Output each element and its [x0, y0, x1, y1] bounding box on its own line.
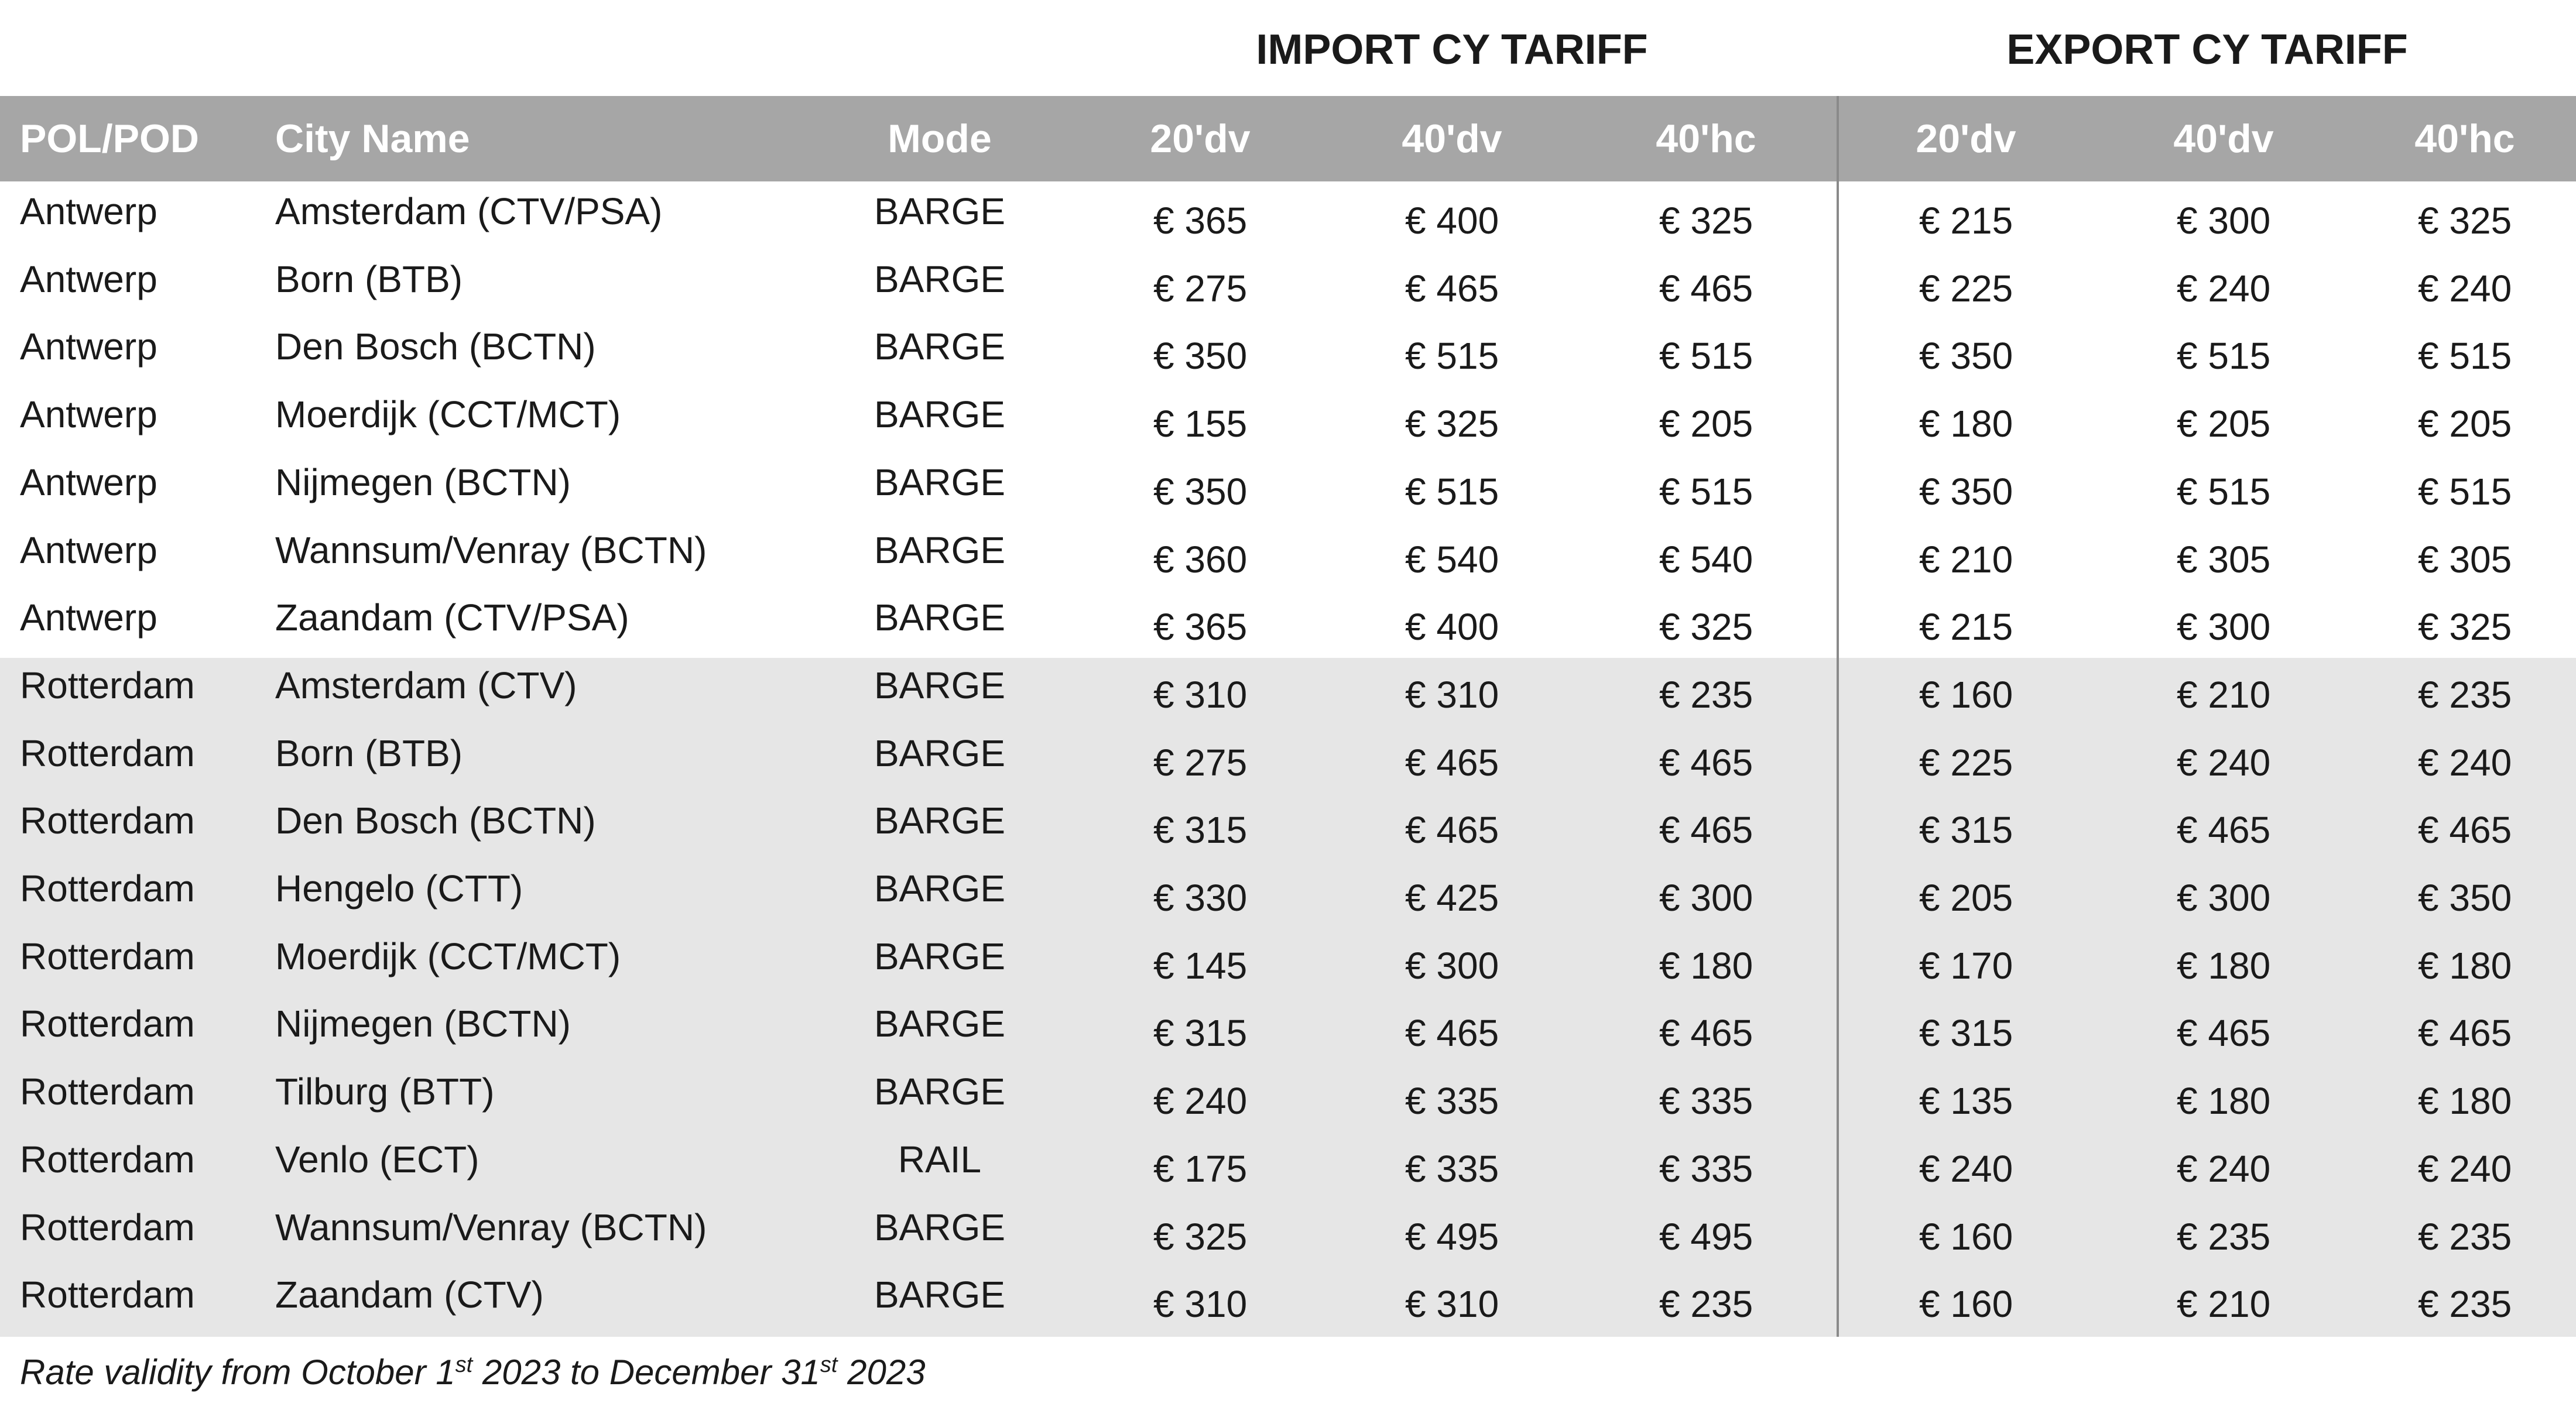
cell-export-40hc: € 240	[2418, 1147, 2512, 1190]
cell-export-40dv: € 300	[2177, 200, 2271, 242]
cell-export-40dv: € 205	[2177, 403, 2271, 445]
cell-export-40dv: € 515	[2177, 470, 2271, 513]
cell-export-40hc: € 515	[2418, 335, 2512, 378]
cell-export-40hc: € 325	[2418, 200, 2512, 242]
cell-import-40hc: € 515	[1659, 335, 1753, 378]
cell-pol-pod: Rotterdam	[20, 1274, 195, 1316]
cell-import-40hc: € 335	[1659, 1147, 1753, 1190]
cell-import-40dv: € 335	[1405, 1080, 1499, 1123]
cell-export-40dv: € 240	[2177, 267, 2271, 310]
cell-import-40hc: € 205	[1659, 403, 1753, 445]
cell-import-40hc: € 465	[1659, 1012, 1753, 1055]
cell-export-40hc: € 180	[2418, 1080, 2512, 1123]
cell-mode: BARGE	[873, 732, 1006, 774]
cell-export-40dv: € 180	[2177, 944, 2271, 987]
cell-city-name: Born (BTB)	[275, 732, 463, 774]
cell-export-40hc: € 180	[2418, 944, 2512, 987]
cell-import-20dv: € 310	[1153, 673, 1248, 716]
cell-import-40hc: € 235	[1659, 673, 1753, 716]
cell-pol-pod: Antwerp	[20, 190, 157, 232]
cell-import-40dv: € 310	[1405, 673, 1499, 716]
cell-import-20dv: € 325	[1153, 1215, 1248, 1258]
cell-export-20dv: € 315	[1919, 1012, 2013, 1055]
header-import-20dv: 20'dv	[1150, 116, 1251, 161]
cell-city-name: Den Bosch (BCTN)	[275, 325, 596, 368]
group-title-export: EXPORT CY TARIFF	[2006, 26, 2408, 73]
cell-export-20dv: € 205	[1919, 877, 2013, 919]
cell-export-20dv: € 215	[1919, 606, 2013, 648]
cell-mode: BARGE	[873, 461, 1006, 503]
cell-import-40dv: € 300	[1405, 944, 1499, 987]
cell-mode: BARGE	[873, 529, 1006, 571]
cell-pol-pod: Rotterdam	[20, 664, 195, 706]
cell-pol-pod: Rotterdam	[20, 1206, 195, 1248]
cell-mode: BARGE	[873, 258, 1006, 300]
footer-prefix: Rate validity from October 1	[20, 1353, 455, 1392]
cell-city-name: Zaandam (CTV)	[275, 1274, 544, 1316]
cell-import-40hc: € 465	[1659, 267, 1753, 310]
cell-mode: BARGE	[873, 190, 1006, 232]
cell-export-40hc: € 465	[2418, 1012, 2512, 1055]
cell-export-20dv: € 315	[1919, 809, 2013, 852]
rate-validity-note	[20, 1352, 926, 1392]
table-row	[0, 795, 2576, 863]
cell-city-name: Wannsum/Venray (BCTN)	[275, 529, 707, 571]
cell-mode: BARGE	[873, 1206, 1006, 1248]
cell-export-40dv: € 515	[2177, 335, 2271, 378]
cell-import-40hc: € 335	[1659, 1080, 1753, 1123]
cell-import-40dv: € 335	[1405, 1147, 1499, 1190]
cell-pol-pod: Antwerp	[20, 393, 157, 436]
cell-export-40hc: € 350	[2418, 877, 2512, 919]
cell-export-40dv: € 240	[2177, 1147, 2271, 1190]
cell-export-40dv: € 180	[2177, 1080, 2271, 1123]
cell-import-40hc: € 235	[1659, 1283, 1753, 1326]
cell-import-20dv: € 275	[1153, 267, 1248, 310]
cell-mode: BARGE	[873, 1274, 1006, 1316]
footer-sup-2: st	[820, 1353, 838, 1377]
cell-export-20dv: € 160	[1919, 1215, 2013, 1258]
cell-import-20dv: € 350	[1153, 470, 1248, 513]
cell-city-name: Moerdijk (CCT/MCT)	[275, 393, 621, 436]
table-row	[0, 863, 2576, 931]
cell-export-20dv: € 160	[1919, 1283, 2013, 1326]
cell-city-name: Hengelo (CTT)	[275, 867, 523, 910]
cell-import-40hc: € 300	[1659, 877, 1753, 919]
cell-export-40hc: € 235	[2418, 1215, 2512, 1258]
cell-pol-pod: Rotterdam	[20, 867, 195, 910]
header-import-40hc: 40'hc	[1656, 116, 1756, 161]
cell-mode: BARGE	[873, 393, 1006, 436]
cell-export-40dv: € 210	[2177, 1283, 2271, 1326]
cell-export-40dv: € 300	[2177, 877, 2271, 919]
table-row	[0, 660, 2576, 728]
cell-import-40dv: € 425	[1405, 877, 1499, 919]
cell-import-20dv: € 145	[1153, 944, 1248, 987]
cell-export-40hc: € 235	[2418, 1283, 2512, 1326]
cell-import-40dv: € 540	[1405, 538, 1499, 581]
cell-pol-pod: Antwerp	[20, 461, 157, 503]
cell-import-40hc: € 465	[1659, 809, 1753, 852]
header-mode: Mode	[888, 116, 992, 161]
cell-city-name: Nijmegen (BCTN)	[275, 1003, 571, 1045]
cell-pol-pod: Rotterdam	[20, 1070, 195, 1113]
cell-export-40dv: € 210	[2177, 673, 2271, 716]
cell-export-40dv: € 305	[2177, 538, 2271, 581]
cell-pol-pod: Antwerp	[20, 596, 157, 639]
cell-mode: BARGE	[873, 867, 1006, 910]
cell-pol-pod: Antwerp	[20, 529, 157, 571]
cell-export-20dv: € 240	[1919, 1147, 2013, 1190]
cell-pol-pod: Rotterdam	[20, 1138, 195, 1181]
cell-import-40dv: € 515	[1405, 470, 1499, 513]
header-pol-pod: POL/POD	[20, 116, 200, 161]
cell-import-40hc: € 325	[1659, 200, 1753, 242]
table-row	[0, 186, 2576, 254]
footer-suffix: 2023	[837, 1353, 926, 1392]
cell-export-20dv: € 350	[1919, 335, 2013, 378]
table-row	[0, 389, 2576, 457]
header-city-name: City Name	[275, 116, 470, 161]
cell-pol-pod: Rotterdam	[20, 732, 195, 774]
cell-pol-pod: Rotterdam	[20, 800, 195, 842]
cell-import-20dv: € 360	[1153, 538, 1248, 581]
group-title-import: IMPORT CY TARIFF	[1256, 26, 1648, 73]
table-row	[0, 592, 2576, 660]
cell-export-40dv: € 465	[2177, 809, 2271, 852]
cell-export-40hc: € 325	[2418, 606, 2512, 648]
cell-export-40dv: € 300	[2177, 606, 2271, 648]
header-export-40dv: 40'dv	[2173, 116, 2274, 161]
cell-import-40dv: € 495	[1405, 1215, 1499, 1258]
table-row	[0, 1202, 2576, 1270]
cell-import-40dv: € 465	[1405, 809, 1499, 852]
cell-import-40hc: € 515	[1659, 470, 1753, 513]
header-import-40dv: 40'dv	[1402, 116, 1502, 161]
cell-city-name: Amsterdam (CTV)	[275, 664, 577, 706]
cell-export-20dv: € 135	[1919, 1080, 2013, 1123]
header-export-20dv: 20'dv	[1916, 116, 2016, 161]
cell-export-40dv: € 465	[2177, 1012, 2271, 1055]
cell-city-name: Zaandam (CTV/PSA)	[275, 596, 629, 639]
cell-import-40dv: € 465	[1405, 1012, 1499, 1055]
cell-import-20dv: € 315	[1153, 1012, 1248, 1055]
cell-city-name: Nijmegen (BCTN)	[275, 461, 571, 503]
cell-export-40hc: € 205	[2418, 403, 2512, 445]
cell-mode: BARGE	[873, 1070, 1006, 1113]
cell-city-name: Moerdijk (CCT/MCT)	[275, 935, 621, 977]
cell-city-name: Born (BTB)	[275, 258, 463, 300]
cell-pol-pod: Rotterdam	[20, 1003, 195, 1045]
cell-pol-pod: Rotterdam	[20, 935, 195, 977]
cell-export-20dv: € 210	[1919, 538, 2013, 581]
table-row	[0, 931, 2576, 999]
cell-import-20dv: € 330	[1153, 877, 1248, 919]
table-row	[0, 998, 2576, 1066]
cell-export-40hc: € 515	[2418, 470, 2512, 513]
table-header	[0, 96, 2576, 181]
cell-mode: BARGE	[873, 935, 1006, 977]
cell-import-20dv: € 350	[1153, 335, 1248, 378]
cell-export-20dv: € 180	[1919, 403, 2013, 445]
cell-import-20dv: € 155	[1153, 403, 1248, 445]
cell-import-40hc: € 180	[1659, 944, 1753, 987]
cell-import-20dv: € 240	[1153, 1080, 1248, 1123]
cell-export-40hc: € 240	[2418, 267, 2512, 310]
cell-mode: BARGE	[873, 664, 1006, 706]
table-row	[0, 728, 2576, 796]
cell-import-20dv: € 310	[1153, 1283, 1248, 1326]
cell-export-40hc: € 465	[2418, 809, 2512, 852]
cell-export-40dv: € 240	[2177, 741, 2271, 784]
cell-pol-pod: Antwerp	[20, 325, 157, 368]
cell-mode: RAIL	[898, 1138, 982, 1181]
cell-mode: BARGE	[873, 1003, 1006, 1045]
cell-import-40dv: € 465	[1405, 267, 1499, 310]
cell-import-20dv: € 315	[1153, 809, 1248, 852]
cell-export-40hc: € 305	[2418, 538, 2512, 581]
table-row	[0, 1134, 2576, 1202]
table-row	[0, 254, 2576, 322]
cell-export-40hc: € 235	[2418, 673, 2512, 716]
cell-export-20dv: € 170	[1919, 944, 2013, 987]
cell-import-40dv: € 325	[1405, 403, 1499, 445]
cell-export-20dv: € 160	[1919, 673, 2013, 716]
cell-import-40dv: € 310	[1405, 1283, 1499, 1326]
cell-city-name: Den Bosch (BCTN)	[275, 800, 596, 842]
footer-middle: 2023 to December 31	[472, 1353, 820, 1392]
cell-import-40hc: € 495	[1659, 1215, 1753, 1258]
cell-import-20dv: € 365	[1153, 200, 1248, 242]
cell-import-40hc: € 540	[1659, 538, 1753, 581]
cell-export-40hc: € 240	[2418, 741, 2512, 784]
cell-city-name: Amsterdam (CTV/PSA)	[275, 190, 663, 232]
cell-import-20dv: € 175	[1153, 1147, 1248, 1190]
cell-export-20dv: € 225	[1919, 741, 2013, 784]
cell-mode: BARGE	[873, 800, 1006, 842]
cell-mode: BARGE	[873, 596, 1006, 639]
header-export-40hc: 40'hc	[2414, 116, 2515, 161]
cell-import-40dv: € 400	[1405, 200, 1499, 242]
cell-export-20dv: € 225	[1919, 267, 2013, 310]
cell-import-20dv: € 275	[1153, 741, 1248, 784]
cell-city-name: Venlo (ECT)	[275, 1138, 479, 1181]
cell-export-20dv: € 215	[1919, 200, 2013, 242]
cell-export-40dv: € 235	[2177, 1215, 2271, 1258]
cell-city-name: Wannsum/Venray (BCTN)	[275, 1206, 707, 1248]
table-row	[0, 1066, 2576, 1134]
cell-import-40hc: € 465	[1659, 741, 1753, 784]
cell-pol-pod: Antwerp	[20, 258, 157, 300]
cell-mode: BARGE	[873, 325, 1006, 368]
table-row	[0, 457, 2576, 525]
cell-import-40hc: € 325	[1659, 606, 1753, 648]
table-row	[0, 1269, 2576, 1337]
cell-export-20dv: € 350	[1919, 470, 2013, 513]
footer-sup-1: st	[455, 1353, 473, 1377]
cell-import-40dv: € 465	[1405, 741, 1499, 784]
table-row	[0, 321, 2576, 389]
cell-import-40dv: € 515	[1405, 335, 1499, 378]
cell-city-name: Tilburg (BTT)	[275, 1070, 495, 1113]
cell-import-20dv: € 365	[1153, 606, 1248, 648]
cell-import-40dv: € 400	[1405, 606, 1499, 648]
table-row	[0, 525, 2576, 593]
